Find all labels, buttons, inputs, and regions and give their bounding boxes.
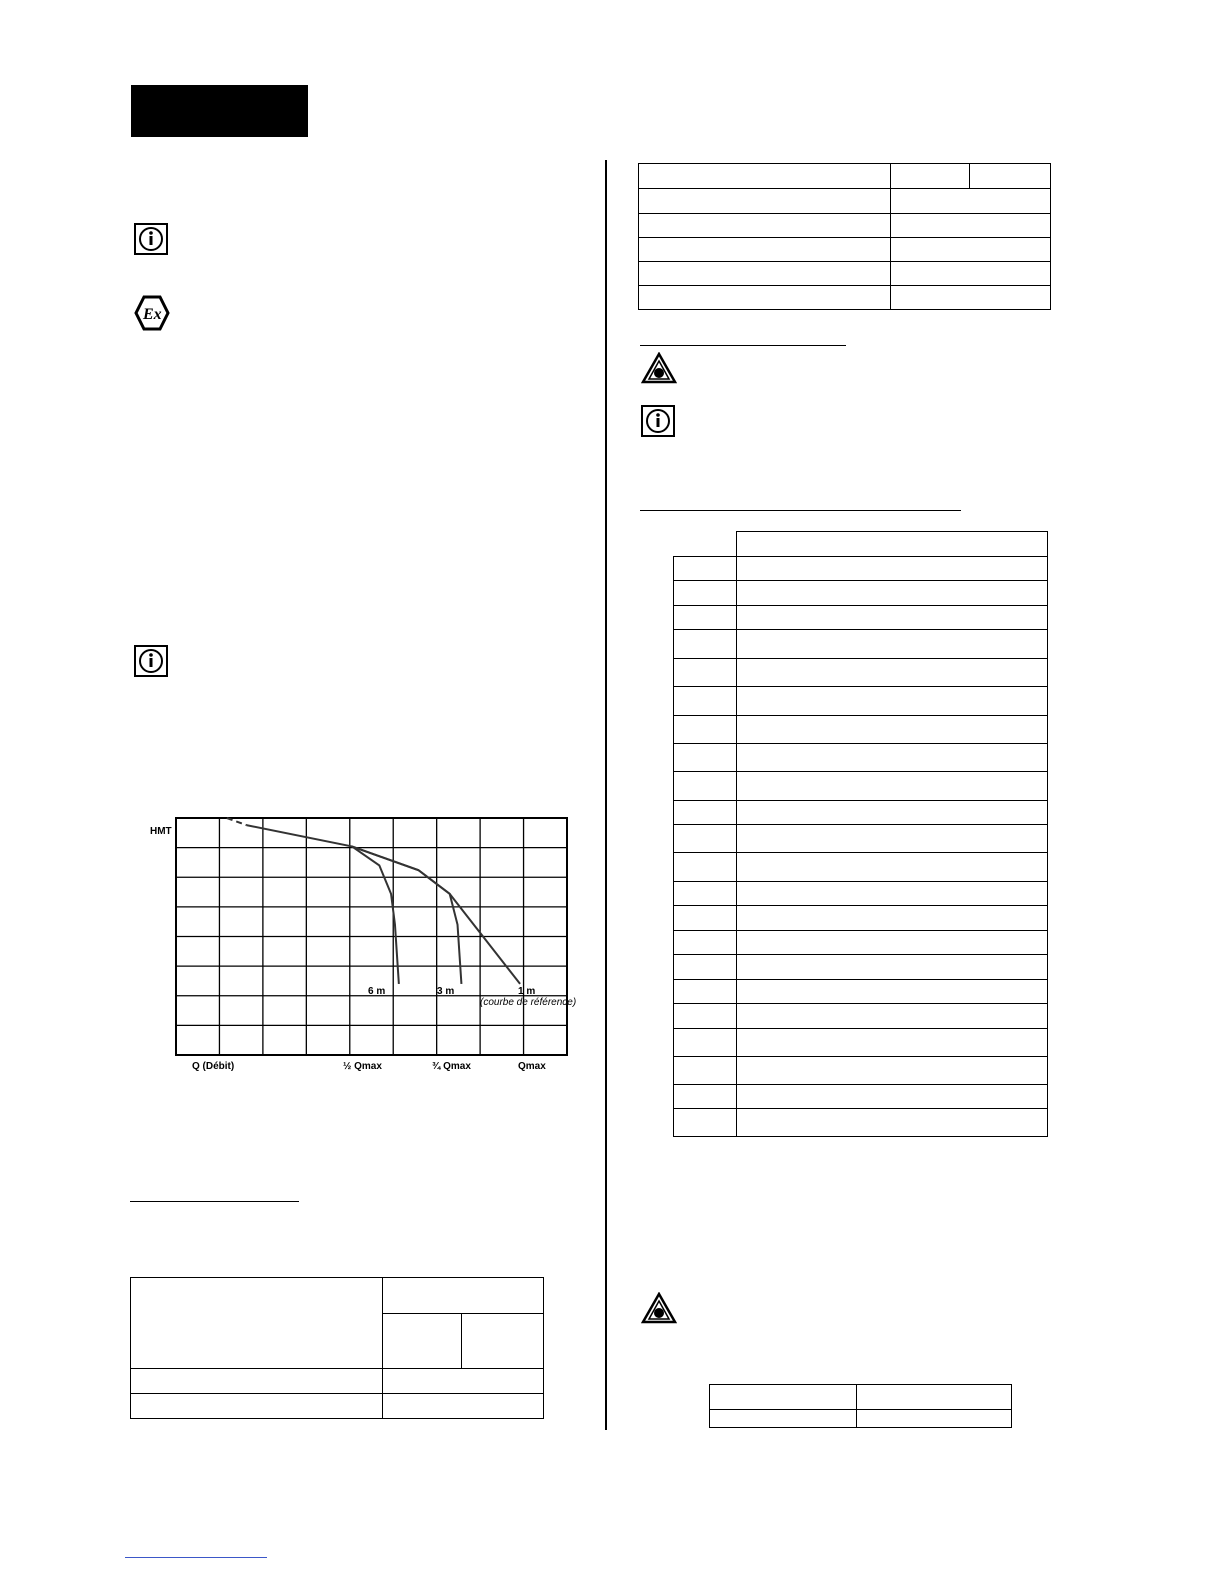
table-cell — [736, 1085, 1048, 1109]
table-cell — [674, 1085, 737, 1109]
curve-6m — [352, 846, 399, 983]
table-cell — [736, 1109, 1048, 1137]
table-cell — [736, 1004, 1048, 1029]
x-tick-three-quarter-qmax: ¾ Qmax — [432, 1061, 471, 1072]
svg-text:Ex: Ex — [143, 306, 162, 323]
x-tick-half-qmax: ½ Qmax — [343, 1061, 382, 1072]
table-cell — [736, 906, 1048, 931]
table-cell — [131, 1369, 383, 1394]
table-cell — [674, 744, 737, 772]
table-cell — [674, 1057, 737, 1085]
table-cell — [736, 581, 1048, 606]
table-cell — [639, 164, 891, 189]
x-tick-q-debit: Q (Débit) — [192, 1061, 235, 1072]
table-cell — [674, 801, 737, 825]
table-cell — [674, 980, 737, 1004]
table-cell — [383, 1394, 544, 1419]
spec-table-left — [130, 1277, 544, 1419]
chart-svg — [140, 812, 590, 1084]
warning-icon — [641, 352, 677, 384]
table-cell — [736, 606, 1048, 630]
table-cell — [383, 1314, 462, 1369]
table-cell — [736, 716, 1048, 744]
table-cell — [736, 532, 1048, 557]
table-cell — [736, 801, 1048, 825]
curve-1m — [246, 825, 520, 984]
pump-performance-chart — [140, 812, 590, 1084]
table-cell — [857, 1410, 1012, 1428]
reference-curve-note: (courbe de référence) — [480, 997, 577, 1008]
table-cell — [674, 606, 737, 630]
table-cell — [736, 882, 1048, 906]
footer-link-line — [125, 1557, 267, 1558]
section-underline — [130, 1201, 299, 1202]
table-cell — [674, 581, 737, 606]
series-label-6m: 6 m — [368, 986, 386, 997]
table-cell — [674, 772, 737, 801]
spec-table-right-bottom — [709, 1384, 1012, 1428]
table-cell — [674, 853, 737, 882]
table-cell — [674, 716, 737, 744]
table-cell — [639, 214, 891, 238]
table-cell — [674, 659, 737, 687]
table-cell — [383, 1278, 544, 1314]
table-cell — [674, 882, 737, 906]
table-cell — [674, 1004, 737, 1029]
parts-table — [673, 531, 1048, 1137]
table-cell — [857, 1385, 1012, 1410]
info-icon — [641, 405, 675, 437]
table-cell — [674, 532, 737, 557]
table-cell — [736, 853, 1048, 882]
table-cell — [639, 189, 891, 214]
section-underline — [640, 510, 961, 511]
y-axis-label: HMT — [150, 826, 172, 837]
table-cell — [736, 1029, 1048, 1057]
column-divider — [605, 160, 607, 1430]
table-cell — [736, 931, 1048, 955]
table-cell — [891, 238, 1051, 262]
table-cell — [383, 1369, 544, 1394]
table-cell — [674, 557, 737, 581]
x-tick-qmax: Qmax — [518, 1061, 546, 1072]
table-cell — [674, 1029, 737, 1057]
table-cell — [674, 931, 737, 955]
section-underline — [640, 345, 846, 346]
table-cell — [674, 630, 737, 659]
info-icon — [134, 645, 168, 677]
table-cell — [736, 1057, 1048, 1085]
spec-table-right-top — [638, 163, 1051, 310]
table-cell — [131, 1278, 383, 1369]
table-cell — [674, 687, 737, 716]
table-cell — [891, 286, 1051, 310]
table-cell — [736, 557, 1048, 581]
table-cell — [710, 1385, 857, 1410]
table-cell — [639, 262, 891, 286]
table-cell — [639, 286, 891, 310]
table-cell — [736, 825, 1048, 853]
section-header-block — [131, 85, 308, 137]
table-cell — [639, 238, 891, 262]
table-cell — [131, 1394, 383, 1419]
table-cell — [462, 1314, 544, 1369]
table-cell — [736, 744, 1048, 772]
curve-3m — [352, 846, 461, 983]
table-cell — [674, 955, 737, 980]
table-cell — [891, 214, 1051, 238]
warning-icon — [641, 1292, 677, 1324]
series-label-3m: 3 m — [437, 986, 455, 997]
curve-1m-dashed-start — [227, 818, 247, 825]
table-cell — [710, 1410, 857, 1428]
table-cell — [736, 630, 1048, 659]
atex-ex-icon — [134, 295, 170, 331]
table-cell — [736, 687, 1048, 716]
info-icon — [134, 223, 168, 255]
table-cell — [736, 659, 1048, 687]
table-cell — [891, 164, 970, 189]
table-cell — [674, 1109, 737, 1137]
table-cell — [891, 189, 1051, 214]
series-label-1m: 1 m — [518, 986, 536, 997]
table-cell — [970, 164, 1051, 189]
table-cell — [736, 955, 1048, 980]
table-cell — [891, 262, 1051, 286]
table-cell — [674, 825, 737, 853]
table-cell — [736, 772, 1048, 801]
table-cell — [736, 980, 1048, 1004]
chart-curves — [227, 818, 520, 984]
table-cell — [674, 906, 737, 931]
